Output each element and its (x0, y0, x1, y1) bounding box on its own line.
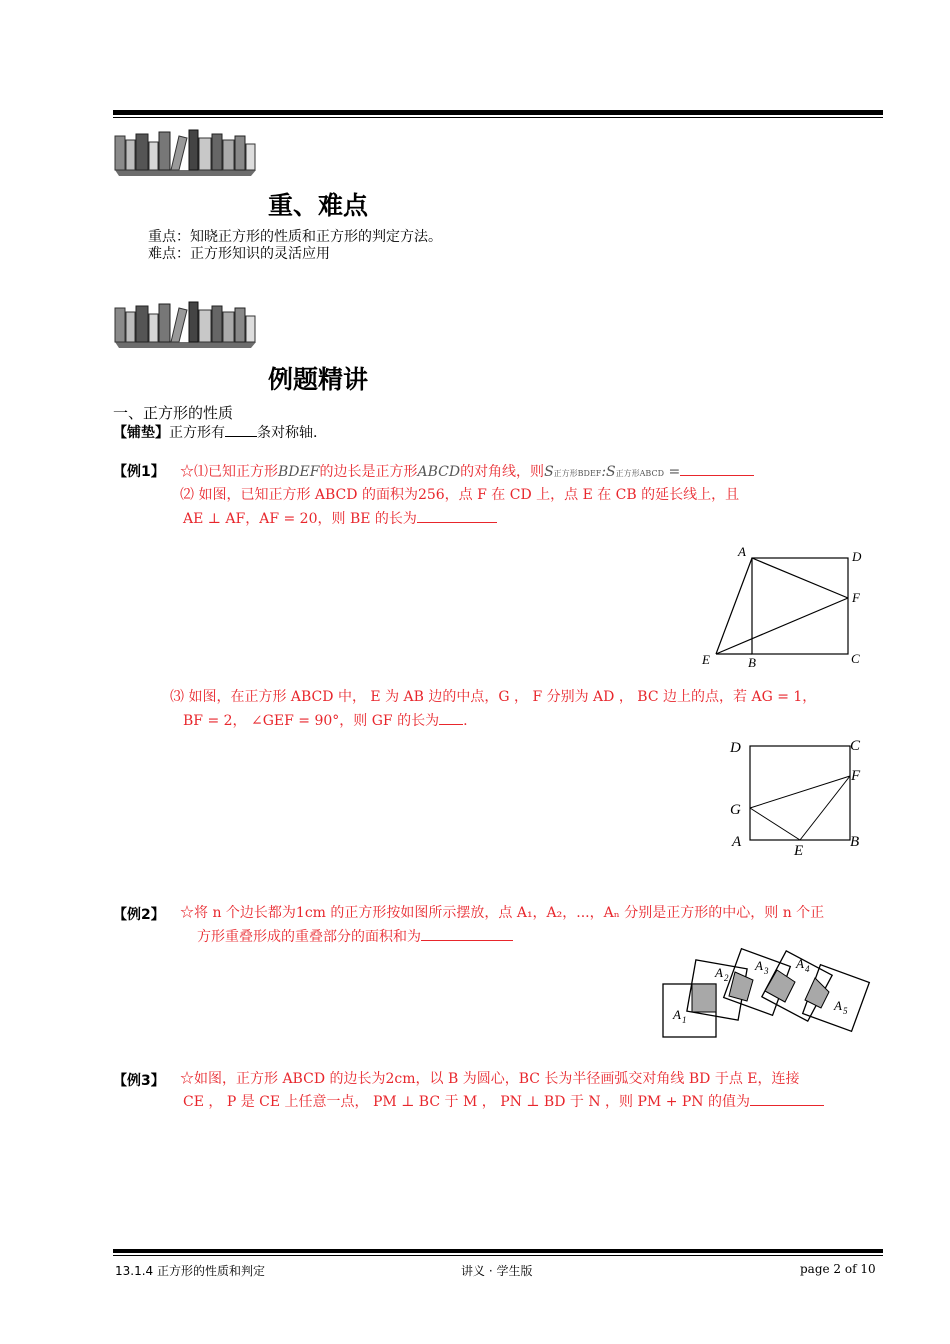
ex3-text: CE ， P 是 CE 上任意一点， PM ⊥ BC 于 M ， PN ⊥ BD 于 N ，则 PM + PN 的值为 (183, 1094, 751, 1110)
footer-chapter: 13.1.4 正方形的性质和判定 (115, 1264, 265, 1278)
point-label: E (794, 843, 804, 858)
pre-text-b: 条对称轴. (257, 425, 318, 441)
ex2-line1: ☆将 n 个边长都为1cm 的正方形按如图所示摆放，点 A₁，A₂，...，Aₙ 分别是正方形的中心，则 n 个正 (180, 905, 825, 921)
ex2-figure (655, 946, 877, 1042)
q1-sub: 正方形BDEF (553, 469, 602, 478)
answer-blank[interactable] (417, 508, 497, 523)
footer-edition: 讲义 · 学生版 (461, 1264, 533, 1278)
center-label: A (673, 1007, 681, 1022)
section-title: 重、难点 (268, 191, 369, 220)
center-label: A (834, 998, 842, 1013)
example-label: 【例3】 (113, 1073, 165, 1089)
q1-text: ☆⑴已知正方形 (180, 464, 278, 480)
q1-text: 的对角线，则 (460, 464, 545, 480)
center-label: A (755, 958, 763, 973)
answer-blank[interactable] (421, 926, 513, 941)
point-label: F (852, 590, 860, 605)
point-label: B (748, 655, 756, 670)
point-label: C (850, 738, 861, 754)
point-label: D (852, 549, 862, 564)
key-point-text: 重点：知晓正方形的性质和正方形的判定方法。 (148, 229, 442, 245)
q1-eq: = (668, 464, 681, 480)
part-heading: 一、正方形的性质 (113, 404, 234, 422)
center-label-sub: 1 (682, 1015, 687, 1025)
footer-rule-thin (113, 1255, 883, 1256)
top-rule (113, 110, 883, 115)
footer-rule (113, 1249, 883, 1253)
answer-blank[interactable] (680, 461, 754, 476)
example-label: 【例1】 (113, 464, 165, 480)
bookshelf-icon (113, 298, 258, 350)
answer-blank[interactable] (225, 422, 257, 437)
point-label: D (730, 740, 741, 756)
point-label: B (850, 834, 860, 850)
center-label-sub: 2 (724, 973, 729, 983)
point-label: A (738, 544, 746, 559)
q1-var: BDEF (278, 464, 320, 480)
section-title: 例题精讲 (268, 365, 369, 394)
q1-sub: 正方形ABCD (615, 469, 664, 478)
center-label-sub: 5 (843, 1006, 848, 1016)
center-label-sub: 4 (805, 964, 810, 974)
q1-text: 的边长是正方形 (319, 464, 418, 480)
answer-blank[interactable] (439, 710, 463, 725)
ex3-line2 (183, 1091, 824, 1111)
bookshelf-icon (113, 126, 258, 178)
center-label-sub: 3 (764, 966, 769, 976)
ex1-figure-2 (726, 734, 871, 858)
pre-label: 【铺垫】 (113, 425, 169, 441)
q3-text: BF = 2， ∠GEF = 90°，则 GF 的长为 (183, 713, 440, 729)
pre-question (113, 422, 317, 442)
ex2-text: 方形重叠形成的重叠部分的面积和为 (197, 929, 421, 945)
center-label: A (796, 956, 804, 971)
ex1-q2-line1: ⑵ 如图，已知正方形 ABCD 的面积为256，点 F 在 CD 上，点 E 在 CB 的延长线上，且 (180, 487, 740, 503)
footer-page-number: page 2 of 10 (800, 1262, 876, 1276)
ex1-q1 (180, 461, 754, 483)
ex1-q3-line2 (183, 710, 468, 730)
ex1-figure-1 (698, 542, 868, 672)
pre-text-a: 正方形有 (169, 425, 225, 441)
ex3-line1: ☆如图，正方形 ABCD 的边长为2cm，以 B 为圆心，BC 长为半径画弧交对角线 BD 于点 E，连接 (180, 1071, 800, 1087)
answer-blank[interactable] (750, 1091, 824, 1106)
q1-var: S (544, 464, 554, 480)
point-label: G (730, 802, 741, 818)
ex2-line2 (197, 926, 513, 946)
q1-var: :S (601, 464, 616, 480)
top-rule-thin (113, 117, 883, 118)
q3-end: . (463, 713, 468, 729)
point-label: E (702, 652, 710, 667)
example-label: 【例2】 (113, 907, 165, 923)
difficult-point-text: 难点：正方形知识的灵活应用 (148, 246, 330, 262)
point-label: F (851, 768, 861, 784)
q1-var: ABCD (417, 464, 461, 480)
q2-text: AE ⊥ AF，AF = 20，则 BE 的长为 (183, 511, 417, 527)
point-label: A (732, 834, 742, 850)
ex1-q2-line2 (183, 508, 497, 528)
ex1-q3-line1: ⑶ 如图，在正方形 ABCD 中， E 为 AB 边的中点，G ， F 分别为 AD ， BC 边上的点，若 AG = 1， (170, 689, 817, 705)
point-label: C (851, 651, 860, 666)
center-label: A (715, 965, 723, 980)
